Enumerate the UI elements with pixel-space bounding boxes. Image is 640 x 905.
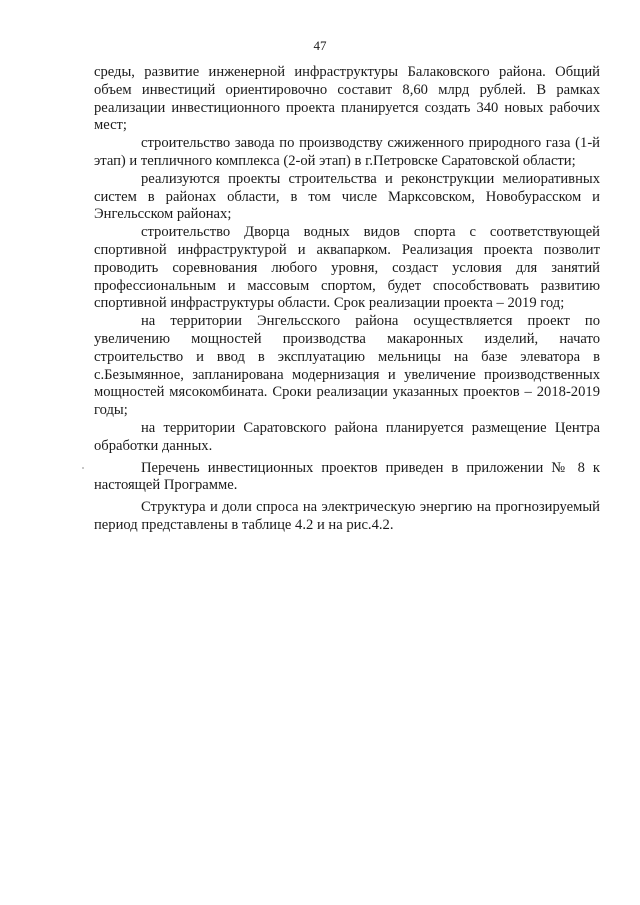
paragraph-gas-plant: строительство завода по производству сжиженного природного газа (1-й этап) и тепличного комплекса (2-ой этап) в г.Петровске Саратовской области; <box>94 135 600 169</box>
paragraph-projects-list: Перечень инвестиционных проектов приведен в приложении № 8 к настоящей Программе. <box>94 459 600 494</box>
paragraph-balakovo-continuation: среды, развитие инженерной инфраструктуры Балаковского района. Общий объем инвестиций ориентировочно составит 8,60 млрд рублей. В рамках реализации инвестиционного проекта планируется создать 340 новых рабочих мест; <box>94 64 600 134</box>
page-number: 47 <box>313 38 327 53</box>
paragraph-water-sports-palace: строительство Дворца водных видов спорта с соответствующей спортивной инфраструктурой и аквапарком. Реализация проекта позволит проводить соревнования любого уровня, создаст условия для занятий профессиональным и массовым спортом, будет способствовать развитию спортивной инфраструктуры области. Срок реализации проекта – 2019 год; <box>94 224 600 312</box>
paragraph-data-center: на территории Саратовского района планируется размещение Центра обработки данных. <box>94 419 600 454</box>
document-body <box>94 64 600 535</box>
paragraph-irrigation: реализуются проекты строительства и реконструкции мелиоративных систем в районах области, в том числе Марксовском, Новобурасском и Энгельсском районах; <box>94 170 600 223</box>
paragraph-demand-structure: Структура и доли спроса на электрическую энергию на прогнозируемый период представлены в таблице 4.2 и на рис.4.2. <box>94 499 600 533</box>
margin-speck <box>82 467 84 469</box>
paragraph-engels-projects: на территории Энгельсского района осуществляется проект по увеличению мощностей производства макаронных изделий, начато строительство и ввод в эксплуатацию мельницы на базе элеватора в с.Безымянное, запланирована модернизация и увеличение производственных мощностей мясокомбината. Сроки реализации указанных проектов – 2018-2019 годы; <box>94 313 600 419</box>
